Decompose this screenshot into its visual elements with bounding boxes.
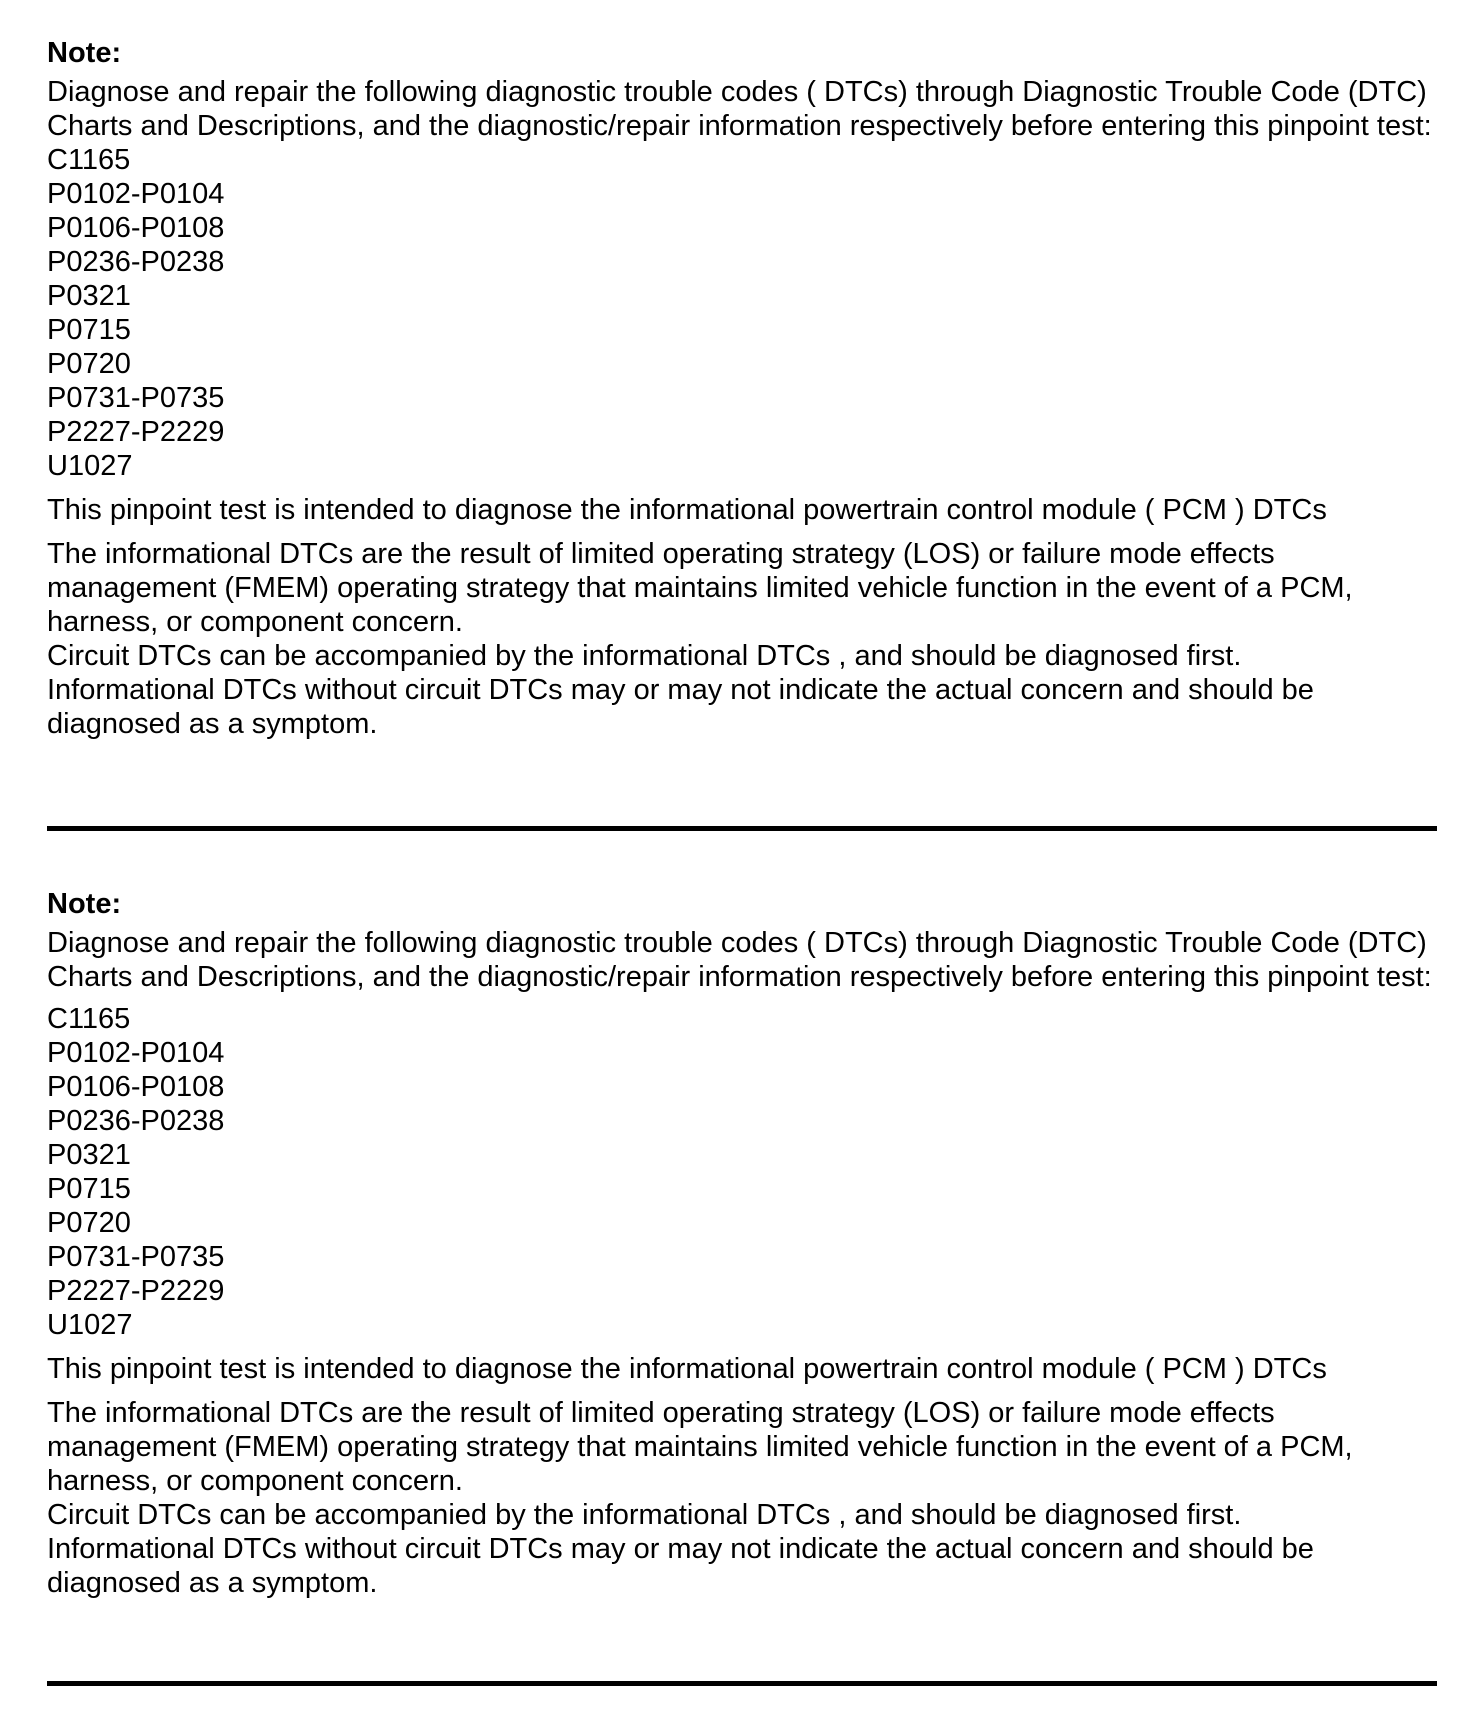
- dtc-item: C1165: [47, 1003, 131, 1035]
- explanation-line: Circuit DTCs can be accompanied by the informational DTCs , and should be diagnosed first.: [47, 1499, 1242, 1531]
- dtc-item: P0715: [47, 314, 131, 346]
- dtc-item: U1027: [47, 1309, 133, 1341]
- note-block-1: [47, 36, 1437, 741]
- dtc-item: P0106-P0108: [47, 212, 225, 244]
- section-divider: [47, 1681, 1437, 1686]
- pinpoint-purpose: This pinpoint test is intended to diagnose the informational powertrain control module ( PCM ) DTCs: [47, 1353, 1327, 1385]
- dtc-item: P0102-P0104: [47, 1037, 225, 1069]
- dtc-item: P0106-P0108: [47, 1071, 225, 1103]
- dtc-list: [47, 1002, 1437, 1342]
- dtc-item: P0236-P0238: [47, 1105, 225, 1137]
- dtc-item: P0720: [47, 1207, 131, 1239]
- dtc-list: [47, 143, 1437, 483]
- pinpoint-purpose: This pinpoint test is intended to diagnose the informational powertrain control module ( PCM ) DTCs: [47, 494, 1327, 526]
- dtc-item: P2227-P2229: [47, 416, 225, 448]
- dtc-item: U1027: [47, 450, 133, 482]
- explanation-line: Circuit DTCs can be accompanied by the informational DTCs , and should be diagnosed first.: [47, 640, 1242, 672]
- section-divider: [47, 826, 1437, 831]
- dtc-item: P0720: [47, 348, 131, 380]
- dtc-item: P2227-P2229: [47, 1275, 225, 1307]
- note-intro: Diagnose and repair the following diagnostic trouble codes ( DTCs) through Diagnostic Trouble Code (DTC) Charts and Descriptions, and the diagnostic/repair information respectively before entering this pinpoint test:: [47, 927, 1432, 993]
- explanation-line: The informational DTCs are the result of limited operating strategy (LOS) or failure mode effects management (FMEM) operating strategy that maintains limited vehicle function in the event of a PCM, harness, or component concern.: [47, 538, 1353, 638]
- dtc-item: P0731-P0735: [47, 1241, 225, 1273]
- dtc-item: P0715: [47, 1173, 131, 1205]
- note-heading: Note:: [47, 888, 122, 920]
- dtc-item: P0321: [47, 280, 131, 312]
- explanation-line: Informational DTCs without circuit DTCs may or may not indicate the actual concern and should be diagnosed as a symptom.: [47, 674, 1314, 740]
- dtc-item: C1165: [47, 144, 131, 176]
- dtc-item: P0102-P0104: [47, 178, 225, 210]
- dtc-item: P0321: [47, 1139, 131, 1171]
- note-intro: Diagnose and repair the following diagnostic trouble codes ( DTCs) through Diagnostic Trouble Code (DTC) Charts and Descriptions, and the diagnostic/repair information respectively before entering this pinpoint test:: [47, 76, 1432, 142]
- explanation-line: The informational DTCs are the result of limited operating strategy (LOS) or failure mode effects management (FMEM) operating strategy that maintains limited vehicle function in the event of a PCM, harness, or component concern.: [47, 1397, 1353, 1497]
- note-block-2: [47, 887, 1437, 1600]
- note-heading: Note:: [47, 37, 122, 69]
- explanation-line: Informational DTCs without circuit DTCs may or may not indicate the actual concern and should be diagnosed as a symptom.: [47, 1533, 1314, 1599]
- dtc-item: P0236-P0238: [47, 246, 225, 278]
- dtc-item: P0731-P0735: [47, 382, 225, 414]
- informational-explanation: [47, 537, 1437, 741]
- informational-explanation: [47, 1396, 1437, 1600]
